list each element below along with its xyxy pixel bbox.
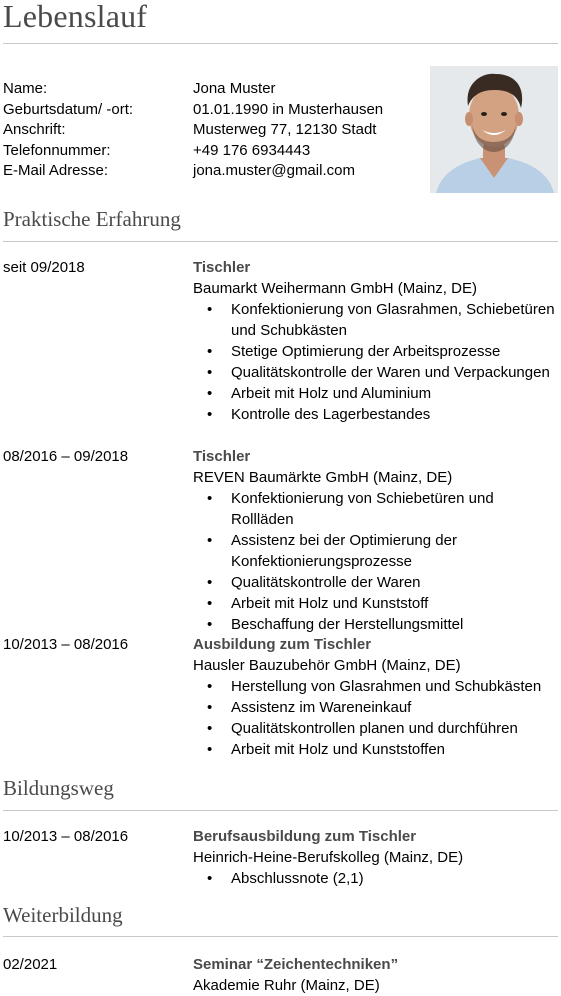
list-item: • Arbeit mit Holz und Kunststoffen xyxy=(193,739,559,760)
list-item: • Kontrolle des Lagerbestandes xyxy=(193,404,559,425)
entry-company: Baumarkt Weihermann GmbH (Mainz, DE) xyxy=(193,280,477,297)
section-title-experience: Praktische Erfahrung xyxy=(3,207,181,231)
list-item: • Arbeit mit Holz und Kunststoff xyxy=(193,593,559,614)
info-value: +49 176 6934443 xyxy=(193,141,311,159)
entry-bullets xyxy=(193,676,559,760)
list-item: • Abschlussnote (2,1) xyxy=(193,868,559,889)
info-value: 01.01.1990 in Musterhausen xyxy=(193,100,384,118)
section-divider xyxy=(3,810,558,811)
list-item: • Qualitätskontrollen planen und durchführen xyxy=(193,718,559,739)
info-value: Musterweg 77, 12130 Stadt xyxy=(193,121,377,138)
info-value: jona.muster@gmail.com xyxy=(193,162,355,179)
section-divider xyxy=(3,936,558,937)
entry-role: Tischler xyxy=(193,448,251,465)
personal-info xyxy=(3,79,383,182)
info-label: Anschrift: xyxy=(3,121,66,138)
entry-company: Heinrich-Heine-Berufskolleg (Mainz, DE) xyxy=(193,849,464,866)
entry-body xyxy=(193,826,559,889)
info-row-email xyxy=(3,161,383,182)
list-item: • Konfektionierung von Schiebetüren und Rollläden xyxy=(193,488,559,530)
info-label: Geburtsdatum/ -ort: xyxy=(3,100,134,118)
entry-body xyxy=(193,634,559,760)
list-item: • Beschaffung der Herstellungsmittel xyxy=(193,614,559,635)
entry-bullets xyxy=(193,488,559,635)
entry-body xyxy=(193,446,559,635)
title-divider xyxy=(3,43,558,44)
list-item: • Assistenz im Wareneinkauf xyxy=(193,697,559,718)
section-title-education: Bildungsweg xyxy=(3,776,114,800)
entry-bullets xyxy=(193,299,559,425)
section-title-training: Weiterbildung xyxy=(3,903,123,927)
info-label: E-Mail Adresse: xyxy=(3,162,109,179)
entry-date: 08/2016 – 09/2018 xyxy=(3,448,129,465)
info-label: Name: xyxy=(3,80,48,97)
list-item: • Herstellung von Glasrahmen und Schubkästen xyxy=(193,676,559,697)
entry-date: 10/2013 – 08/2016 xyxy=(3,636,129,653)
entry-role: Tischler xyxy=(193,259,251,276)
entry-date: 10/2013 – 08/2016 xyxy=(3,828,129,845)
entry-company: Akademie Ruhr (Mainz, DE) xyxy=(193,977,380,994)
info-label: Telefonnummer: xyxy=(3,141,111,159)
entry-company: REVEN Baumärkte GmbH (Mainz, DE) xyxy=(193,469,453,486)
entry-body xyxy=(193,954,559,996)
info-row-address xyxy=(3,120,383,141)
entry-bullets xyxy=(193,868,559,889)
entry-date: seit 09/2018 xyxy=(3,259,85,276)
info-row-birth xyxy=(3,100,383,121)
entry-body xyxy=(193,257,559,425)
list-item: • Assistenz bei der Optimierung der Konfektionierungsprozesse xyxy=(193,530,559,572)
list-item: • Konfektionierung von Glasrahmen, Schiebetüren und Schubkästen xyxy=(193,299,559,341)
list-item: • Qualitätskontrolle der Waren und Verpackungen xyxy=(193,362,559,383)
page-title: Lebenslauf xyxy=(3,0,148,34)
info-row-phone xyxy=(3,141,383,162)
entry-role: Berufsausbildung zum Tischler xyxy=(193,828,417,845)
profile-photo xyxy=(430,66,558,193)
entry-date: 02/2021 xyxy=(3,956,58,973)
entry-company: Hausler Bauzubehör GmbH (Mainz, DE) xyxy=(193,657,461,674)
section-divider xyxy=(3,241,558,242)
list-item: • Stetige Optimierung der Arbeitsprozesse xyxy=(193,341,559,362)
entry-role: Seminar “Zeichentechniken” xyxy=(193,956,399,973)
list-item: • Qualitätskontrolle der Waren xyxy=(193,572,559,593)
info-value: Jona Muster xyxy=(193,80,276,97)
info-row-name xyxy=(3,79,383,100)
entry-role: Ausbildung zum Tischler xyxy=(193,636,372,653)
list-item: • Arbeit mit Holz und Aluminium xyxy=(193,383,559,404)
